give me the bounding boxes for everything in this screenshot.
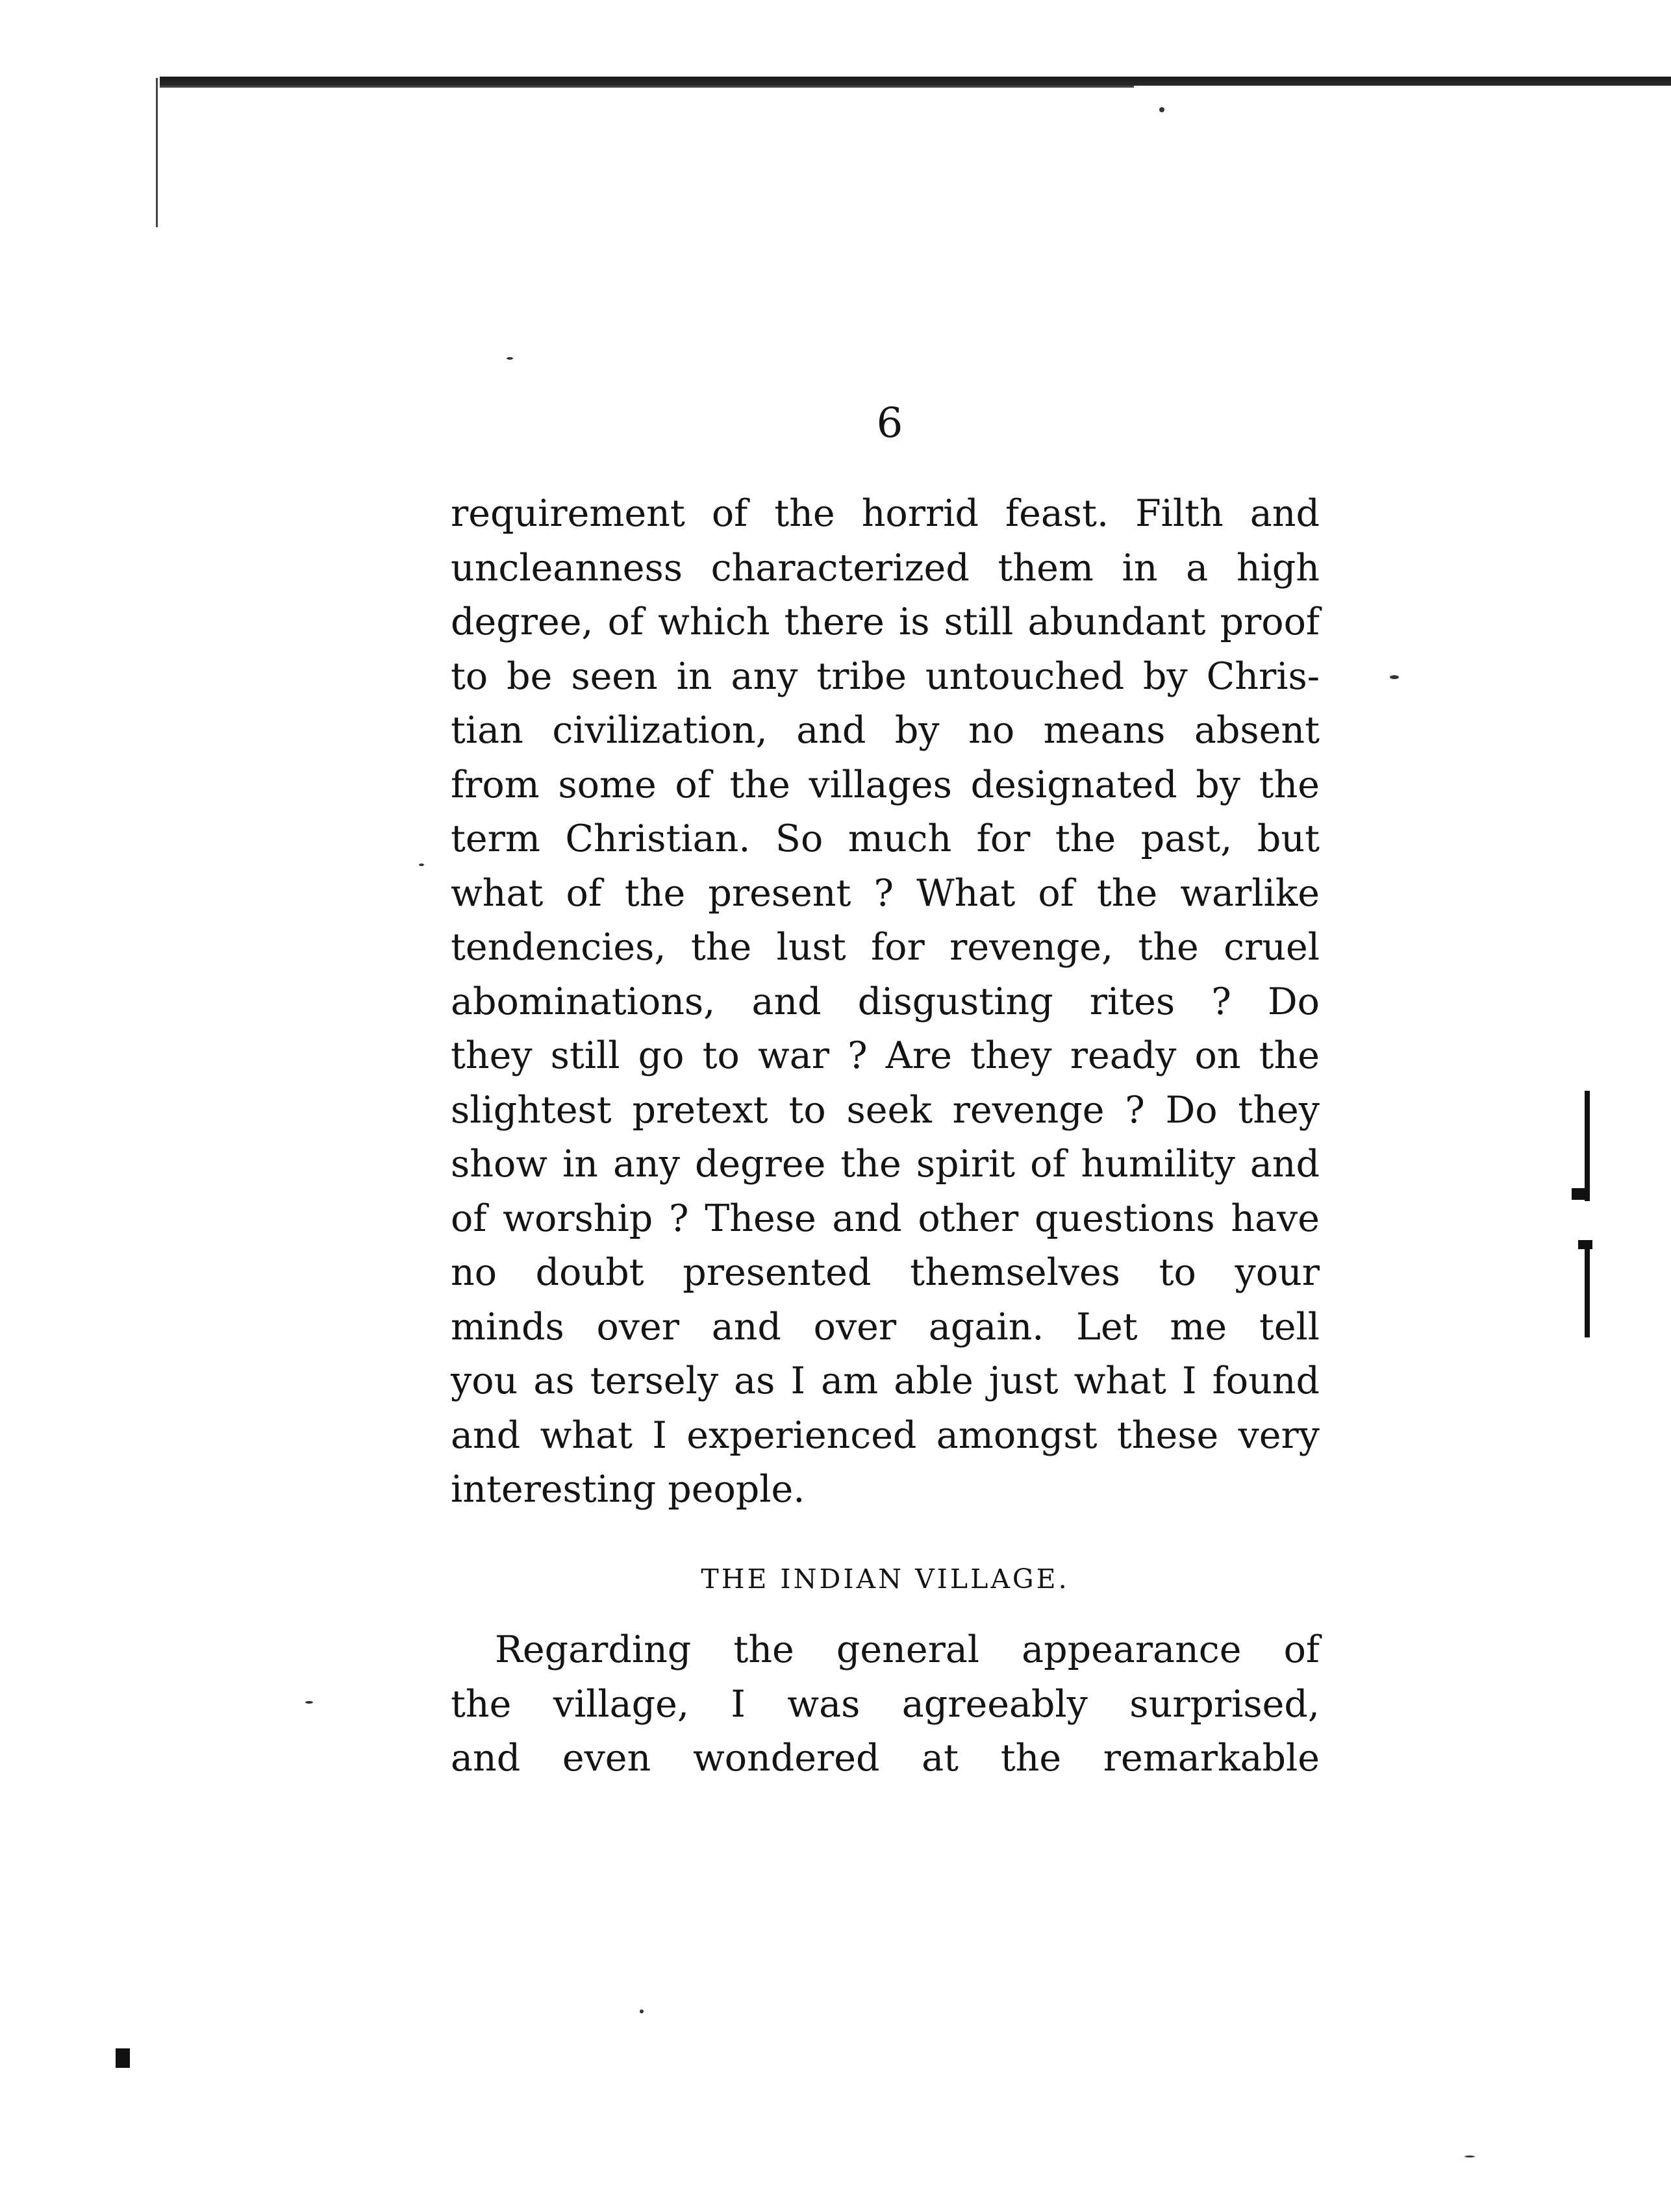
scan-top-rule-thin <box>160 86 1134 88</box>
body-paragraph-1 <box>451 487 1320 1517</box>
text-line: you as tersely as I am able just what I found <box>451 1360 1320 1402</box>
page-number: 6 <box>876 399 903 447</box>
margin-bracket-mark <box>1578 1240 1592 1249</box>
text-line: Regarding the general appearance of <box>495 1628 1320 1671</box>
margin-bracket-mark <box>1585 1091 1590 1201</box>
section-heading: THE INDIAN VILLAGE. <box>701 1563 1070 1595</box>
text-line: the village, I was agreeably surprised, <box>451 1682 1320 1726</box>
text-line: minds over and over again. Let me tell <box>451 1305 1320 1348</box>
text-line: slightest pretext to seek revenge ? Do they <box>451 1088 1320 1132</box>
scan-speck <box>1464 2156 1475 2157</box>
scan-left-edge <box>156 78 158 227</box>
scan-speck <box>1390 675 1399 679</box>
text-line: requirement of the horrid feast. Filth and <box>451 492 1320 535</box>
body-paragraph-2 <box>451 1623 1320 1786</box>
text-line: term Christian. So much for the past, but <box>451 817 1320 860</box>
text-line: no doubt presented themselves to your <box>451 1251 1320 1294</box>
text-line: and what I experienced amongst these very <box>451 1413 1320 1457</box>
text-line: from some of the villages designated by the <box>451 763 1320 806</box>
scan-top-rule <box>160 77 1671 86</box>
scan-corner-block <box>116 2048 130 2068</box>
text-line: abominations, and disgusting rites ? Do <box>451 980 1320 1023</box>
text-line: show in any degree the spirit of humility and <box>451 1143 1320 1186</box>
text-line: degree, of which there is still abundant proof <box>451 601 1320 643</box>
text-line: of worship ? These and other questions have <box>451 1197 1320 1240</box>
text-line: and even wondered at the remarkable <box>451 1737 1320 1780</box>
scan-speck <box>305 1701 313 1704</box>
text-line: tendencies, the lust for revenge, the cruel <box>451 926 1320 969</box>
text-line: to be seen in any tribe untouched by Chris- <box>451 654 1320 698</box>
text-line: interesting people. <box>451 1468 805 1511</box>
scan-speck <box>419 864 424 866</box>
scan-speck <box>640 2009 644 2013</box>
scan-speck <box>507 357 513 360</box>
text-line: uncleanness characterized them in a high <box>451 546 1320 590</box>
text-line: what of the present ? What of the warlike <box>451 871 1320 915</box>
margin-bracket-mark <box>1572 1188 1590 1200</box>
scan-speck <box>1159 107 1164 112</box>
text-line: tian civilization, and by no means absent <box>451 709 1320 752</box>
margin-bracket-mark <box>1585 1240 1590 1337</box>
text-line: they still go to war ? Are they ready on the <box>451 1034 1320 1077</box>
